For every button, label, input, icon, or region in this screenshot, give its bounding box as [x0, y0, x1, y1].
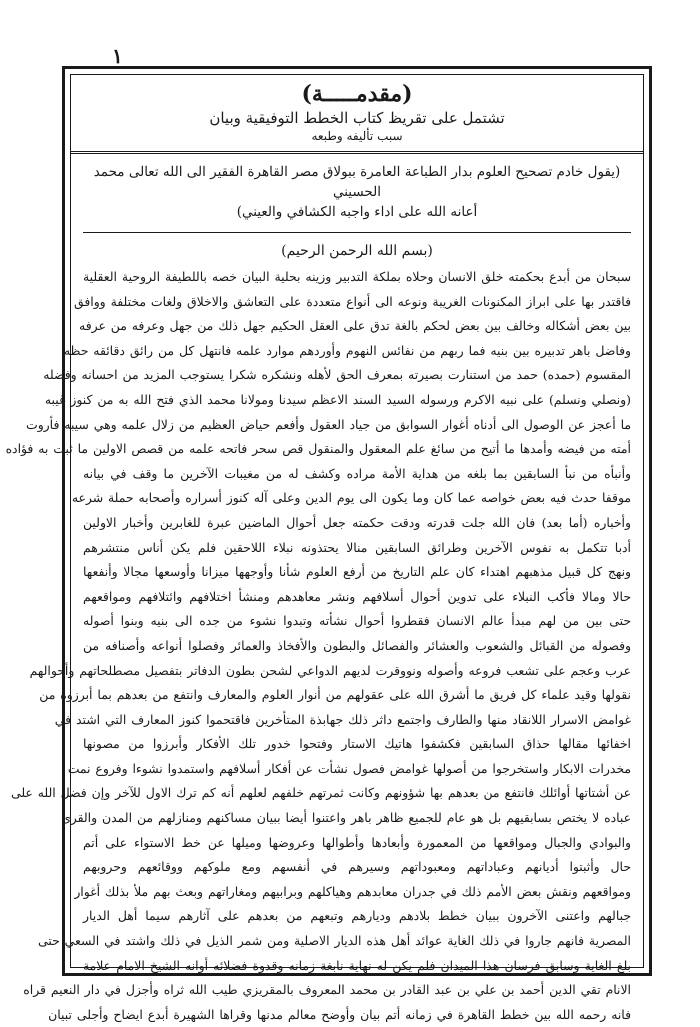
page-frame: [5, 66, 652, 1022]
body-line: (ونصلي ونسلم) على نبيه الاكرم ورسوله السيد السند الاعظم سيدنا ومولانا محمد الذي فتح الله به من كنوز غيبه: [44, 391, 631, 407]
body-line: والبوادي والجبال ومواقعها من المعمورة وأبعادها وأطوالها وعروضها وميلها عن خط الاستواء على أتم: [83, 834, 631, 850]
body-line: أمته من فيضه وأمدها ما أتيح من سائغ علم المعقول والمنقول قص سحر فاتحه علمه من قصص الاولين ما ثبت به فؤاده: [5, 441, 631, 457]
body-line: حال وأثبتوا أديانهم وعباداتهم ومعبوداتهم وسيرهم في أنفسهم ومع ملوكهم ووقائعهم وحروبهم: [83, 859, 631, 875]
body-line: ومواقعهم ونقش بعض الأمم ذلك في جدران معابدهم وهياكلهم وبرابيهم ومغاراتهم وبعث بهم ملأ بذلك أغوار: [74, 883, 631, 899]
body-line: مخدرات الابكار واستخرجوا من أصولها غوامض فصول نشأت عن أفكار أسلافهم واستمدوا نشوءا وفروع نمت: [67, 760, 631, 776]
body-line: نقولها وقيد علماء كل فريق ما أشرق الله على عقولهم من أنوار العلوم والمعارف وانتفع من بعدهم بما أبرزوه من: [39, 687, 631, 703]
body-line: فاقتدر بها على ابراز المكنونات الغريبة ونوعه الى أنواع متعددة على التعاشق والاخلاق ولغات مختلفة ووافق: [74, 293, 631, 309]
body-line: بين بعض أشكاله وخالف بين بعض لحكم بالغة تدق على العقل الحكيم جهل ذلك من جهل وعرفه من عرفه: [79, 318, 631, 334]
body-line: فانه رحمه الله بين خطط القاهرة في زمانه أتم بيان وأوضح معالم مدنها وقراها الشهيرة أبدع ايضاح وأجلى تبيان: [48, 1006, 631, 1022]
author-line: أعانه الله على اداء واجبه الكشافي والعيني): [236, 204, 478, 220]
header-divider: [71, 151, 643, 154]
basmala: (بسم الله الرحمن الرحيم): [281, 243, 433, 259]
body-line: وفصوله من القبائل والشعوب والعشائر والفصائل والبطون والأفخاذ والعمائر وفصلوا أنواعه وأصنافه من: [83, 637, 631, 653]
body-line: جبالهم واعتنى الآخرون ببيان خطط بلادهم وديارهم وتبعهم من بعدهم على آثارهم سيما أهل الديار: [83, 908, 631, 924]
body-text: [5, 265, 631, 1027]
body-line: حالا ومالا فأكب النبلاء على تدوين أحوال أسلافهم ونشر معاهدهم ومنشأ اختلافهم وائتلافهم ومواقعهم: [83, 588, 631, 604]
body-line: ونهج كل قبيل مذهبهم اهتداء كان علم التاريخ من أرفع العلوم شأنا وأوجهها ميزانا وأوسعها مجالا وأنفعها: [83, 564, 631, 580]
body-line: اخفائها مقالها حذاق السابقين فكشفوا هاتيك الاستار وفتحوا خدور تلك الأفكار وأبرزوا من مصونها: [83, 736, 631, 752]
body-line: حتى بين من لهم مبدأ عالم الانسان فقطروا أحوال نشأته وتبدوا نشوء من جده الى بنيه وبنوا أصوله: [83, 613, 631, 629]
body-line: وأنبأه من نبأ السابقين بما بلغه من هداية الأمة مراده وكشف له من مغيبات الآخرين ما وقف في بيانه: [83, 465, 631, 481]
page-number: ١: [112, 44, 123, 68]
author-divider: [83, 232, 631, 233]
body-line: وفاضل باهر تدبيره بين بنيه فما ربهم من نفائس النهوم وأوردهم موارد علمه فانتهل كل من رائق دقائقه حظه: [63, 342, 631, 358]
body-line: غوامض الاسرار اللانقاد منها والطارف واجتمع داثر ذلك جهابذة المتأخرين فاقتحموا كنوز المعارف التي اشتد في: [54, 711, 631, 727]
body-line: وأخباره (أما بعد) فان الله جلت قدرته ودقت حكمته جعل أحوال الماضين عبرة للغابرين وأخبار الاولين: [83, 514, 631, 530]
body-line: عرب وعجم على تشعب فروعه وأصوله ونووقرت لديهم الدواعي لشحن بطون الدفاتر بتفصيل مصطلحاتهم وأحوالهم: [29, 662, 631, 678]
page-content: [5, 79, 631, 1022]
section-subnote: سبب تأليفه وطبعه: [311, 129, 403, 143]
body-line: عن أشتاتها أوائلك فانتفع من بعدهم بها شؤونهم وكانت ثمرتهم خلفهم لعلهم أنه كم ترك الاول للآخر وإن فضل الله على: [11, 785, 631, 801]
author-statement: [83, 162, 631, 222]
section-subtitle: تشتمل على تقريظ كتاب الخطط التوفيقية وبيان: [209, 109, 505, 127]
body-line: المقسوم (حمده) حمد من استنارت بصيرته بمعرف الحق لأهله ونشكره شكرا يستوجب المزيد من احسانه وفضله: [43, 367, 631, 383]
author-line: (يقول خادم تصحيح العلوم بدار الطباعة العامرة ببولاق مصر القاهرة الفقير الى الله تعالى محمد الحسيني: [93, 164, 621, 200]
body-line: ما أعجز عن الوصول الى أدناه أغوار السوابق من جياد العقول وأفعم حياض العظيم من زلال علمه وهي سيبه فأروت: [26, 416, 631, 432]
section-heading: (مقدمـــــة): [301, 81, 413, 107]
body-line: موقفا حدث فيه بعض خواصه عما كان وما يكون الى يوم الدين وعلى آله كنوز أسراره وأصحابه حملة شرعه: [71, 490, 631, 506]
body-line: سبحان من أبدع بحكمته خلق الانسان وحلاه بملكة التدبير وزينه بحلية البيان خصه باللطيفة الروحية العقلية: [83, 269, 631, 284]
body-line: الانام تقي الدين أحمد بن علي بن عبد القادر بن محمد المعروف بالمقريزي طيب الله ثراه وأجزل في دار النعيم قراه: [23, 982, 631, 998]
body-line: بلغ الغاية وسابق فرسان هذا الميدان فلم يكن له نهاية نابغة زمانه وقدوة فضلائه أوانه الشيخ الامام علامة: [83, 957, 631, 973]
body-line: المصرية فانهم جاروا في ذلك الغاية عوائد أهل هذه الديار الاصلية ومن شمر الذيل في ذلك واشتد في السعي حتى: [38, 933, 631, 949]
body-line: أدبا تتكمل به نفوس الآخرين وطرائق السابقين منالا يحتذونه نبلاء اللاحقين فلم يكن أناس منتشرهم: [83, 539, 631, 555]
body-line: عباده لا يختص بسابقيهم بل هو عام للجميع ظاهر باهر واعتنوا أيضا ببيان مساكنهم ومنازلهم من المدن والقرى: [61, 810, 631, 826]
